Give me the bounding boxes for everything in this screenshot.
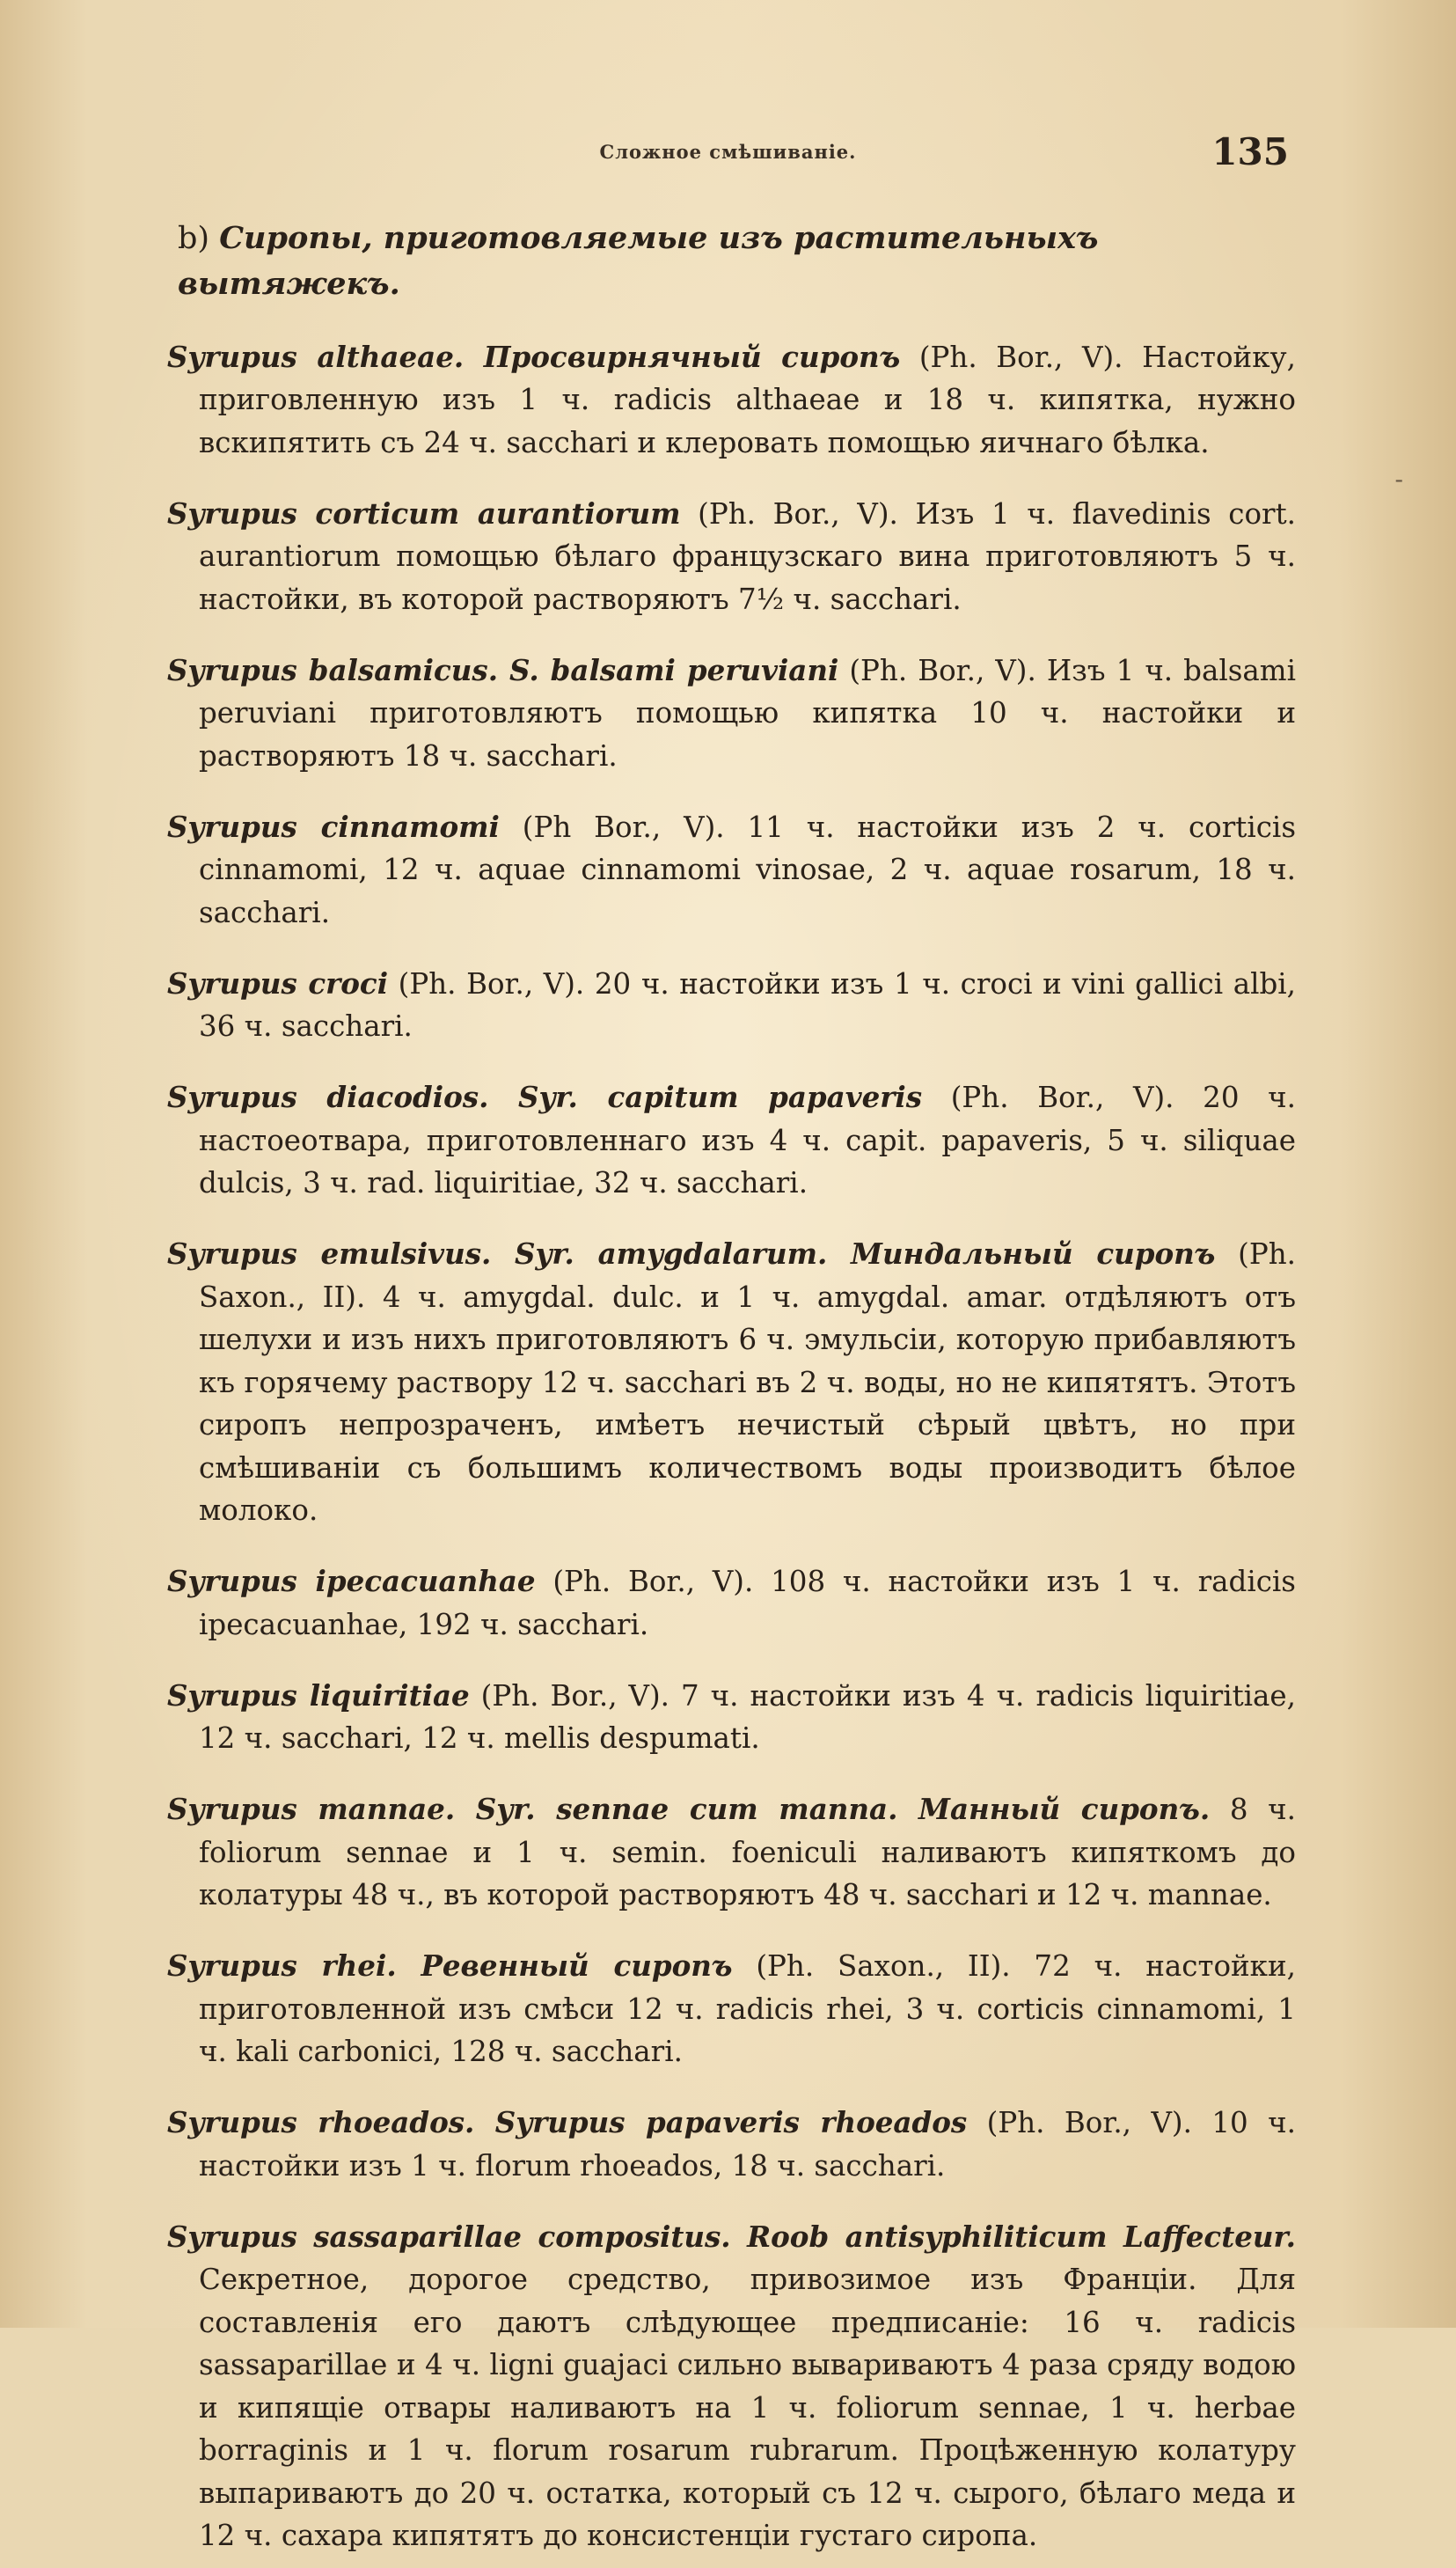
page-header	[167, 130, 1289, 174]
entry-cinnamomi	[167, 806, 1296, 935]
entry-text: (Ph. Bor., V). Изъ 1 ч. balsami peruviani приготовляютъ помощью кипятка 10 ч. настойки и растворяютъ 18 ч. sacchari.	[199, 653, 1297, 773]
section-heading	[178, 216, 1296, 307]
entry-rhei	[167, 1945, 1296, 2073]
entry-headword: Syrupus liquiritiae	[167, 1677, 470, 1713]
margin-mark: -	[1394, 465, 1403, 494]
entry-text: Секретное, дорогое средство, привозимое изъ Франціи. Для составленія его даютъ слѣдующее предписаніе: 16 ч. radicis sassaparillae и 4 ч. ligni guajaci сильно вывариваютъ 4 раза сряду водою и кипящіе отвары наливаютъ на 1 ч. foliorum sennae, 1 ч. herbae borraginis и 1 ч. florum rosarum rubrarum. Процѣженную колатуру выпариваютъ до 20 ч. остатка, который съ 12 ч. сырого, бѣлаго меда и 12 ч. сахара кипятятъ до консистенціи густаго сиропа.	[199, 2263, 1296, 2552]
entry-text: 8 ч. foliorum sennae и 1 ч. semin. foeniculi наливаютъ кипяткомъ до колатуры 48 ч., въ которой растворяютъ 48 ч. sacchari и 12 ч. mannae.	[199, 1793, 1296, 1911]
entry-corticum-aurantiorum	[167, 493, 1296, 621]
entry-headword: Syrupus croci	[167, 965, 389, 1001]
entry-liquiritiae	[167, 1675, 1296, 1760]
section-mark: b)	[178, 221, 210, 256]
entry-ipecacuanhae	[167, 1560, 1296, 1646]
entry-text: (Ph. Bor., V). 20 ч. настоеотвара, приготовленнаго изъ 4 ч. capit. papaveris, 5 ч. siliquae dulcis, 3 ч. rad. liquiritiae, 32 ч. sacchari.	[199, 1081, 1297, 1200]
page-body	[167, 216, 1296, 2568]
entry-mannae	[167, 1788, 1296, 1917]
entry-diacodios	[167, 1076, 1296, 1205]
entry-headword: Syrupus cinnamomi	[167, 809, 500, 844]
entry-text: (Ph. Bor., V). 20 ч. настойки изъ 1 ч. croci и vini gallici albi, 36 ч. sacchari.	[199, 966, 1296, 1043]
entry-headword: Syrupus emulsivus. Syr. amygdalarum. Миндальный сиропъ	[167, 1236, 1216, 1271]
entry-headword: Syrupus diacodios. Syr. capitum papaveris	[167, 1080, 923, 1114]
entry-text: (Ph. Bor., V). Изъ 1 ч. flavedinis cort. aurantiorum помощью бѣлаго французскаго вина приготовляютъ 5 ч. настойки, въ которой растворяютъ 7½ ч. sacchari.	[199, 496, 1296, 616]
running-head: Сложное смѣшиваніе.	[599, 141, 857, 163]
entry-text: (Ph. Saxon., II). 4 ч. amygdal. dulc. и 1 ч. amygdal. amar. отдѣляютъ отъ шелухи и изъ нихъ приготовляютъ 6 ч. эмульсіи, которую прибавляютъ къ горячему раствору 12 ч. sacchari въ 2 ч. воды, но не кипятятъ. Этотъ сиропъ непрозраченъ, имѣетъ нечистый сѣрый цвѣтъ, но при смѣшиваніи съ большимъ количествомъ воды производитъ бѣлое молоко.	[199, 1237, 1296, 1527]
entry-headword: Syrupus rhei. Ревенный сиропъ	[167, 1948, 733, 1983]
entry-rhoeados	[167, 2102, 1296, 2187]
entry-headword: Syrupus corticum aurantiorum	[167, 495, 681, 531]
entry-sassaparillae	[167, 2216, 1296, 2557]
entry-althaeae	[167, 336, 1296, 465]
entry-text: (Ph. Bor., V). 7 ч. настойки изъ 4 ч. radicis liquiritiae, 12 ч. sacchari, 12 ч. mellis despumati.	[199, 1678, 1296, 1755]
entry-headword: Syrupus mannae. Syr. sennae cum manna. Манный сиропъ.	[167, 1792, 1211, 1826]
entry-balsamicus	[167, 649, 1296, 778]
entry-text: (Ph. Bor., V). 108 ч. настойки изъ 1 ч. radicis ipecacuanhae, 192 ч. sacchari.	[199, 1565, 1296, 1641]
section-title: Сиропы, приготовляемые изъ растительныхъ вытяжекъ.	[178, 220, 1099, 302]
entry-headword: Syrupus ipecacuanhae	[167, 1564, 536, 1598]
entry-headword: Syrupus rhoeados. Syrupus papaveris rhoeados	[167, 2105, 968, 2139]
entry-text: (Ph. Bor., V). 10 ч. настойки изъ 1 ч. florum rhoeados, 18 ч. sacchari.	[199, 2106, 1296, 2183]
entry-croci	[167, 963, 1296, 1048]
entry-emulsivus	[167, 1233, 1296, 1532]
page-number: 135	[1211, 130, 1289, 173]
entry-text: (Ph. Saxon., II). 72 ч. настойки, приготовленной изъ смѣси 12 ч. radicis rhei, 3 ч. corticis cinnamomi, 1 ч. kali carbonici, 128 ч. sacchari.	[199, 1949, 1296, 2068]
entry-headword: Syrupus balsamicus. S. balsami peruviani	[167, 652, 839, 687]
entry-headword: Syrupus althaeae. Просвирнячный сиропъ	[167, 339, 901, 374]
entry-text: (Ph. Bor., V). Настойку, приговленную изъ 1 ч. radicis althaeae и 18 ч. кипятка, нужно вскипятить съ 24 ч. sacchari и клеровать помощью яичнаго бѣлка.	[199, 340, 1296, 459]
entry-headword: Syrupus sassaparillae compositus. Roob antisyphiliticum Laffecteur.	[167, 2219, 1296, 2254]
entry-text: (Ph Bor., V). 11 ч. настойки изъ 2 ч. corticis cinnamomi, 12 ч. aquae cinnamomi vinosae, 2 ч. aquae rosarum, 18 ч. sacchari.	[199, 810, 1297, 929]
